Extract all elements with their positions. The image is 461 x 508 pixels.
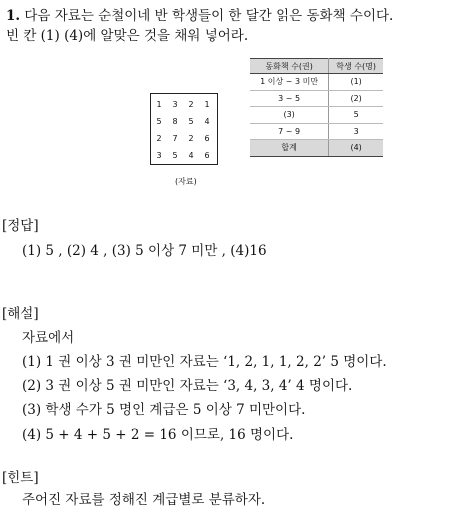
grid-cell: 2: [156, 134, 162, 143]
column-header: 동화책 수(권): [250, 59, 329, 74]
raw-data-caption: (자료): [175, 177, 197, 186]
explanation-line-1: (1) 1 권 이상 3 권 미만인 자료는 ‘1, 2, 1, 1, 2, 2’ 5 명이다.: [22, 354, 387, 370]
table-row: [250, 90, 383, 107]
frequency-cell: (1): [329, 74, 383, 91]
grid-row: [151, 147, 217, 164]
total-label-cell: 합계: [250, 140, 329, 157]
hint-heading: [힌트]: [2, 470, 39, 486]
question-line-1: [6, 4, 393, 24]
table-row: [250, 74, 383, 91]
grid-row: [151, 130, 217, 147]
grid-cell: 2: [188, 134, 194, 143]
explanation-line-4: (4) 5 + 4 + 5 + 2 = 16 이므로, 16 명이다.: [22, 427, 294, 443]
answer-heading: [정답]: [2, 218, 39, 234]
grid-row: [151, 113, 217, 130]
explanation-line-2: (2) 3 권 이상 5 권 미만인 자료는 ‘3, 4, 3, 4’ 4 명이다.: [22, 378, 353, 394]
question-line-2: 빈 칸 (1) (4)에 알맞은 것을 채워 넣어라.: [6, 28, 249, 44]
grid-cell: 5: [172, 151, 178, 160]
grid-cell: 1: [156, 100, 162, 109]
total-value-cell: (4): [329, 140, 383, 157]
question-number: 1.: [6, 8, 21, 24]
grid-cell: 3: [172, 100, 178, 109]
grid-cell: 6: [204, 134, 210, 143]
grid-cell: 4: [188, 151, 194, 160]
grid-cell: 6: [204, 151, 210, 160]
explanation-line-3: (3) 학생 수가 5 명인 계급은 5 이상 7 미만이다.: [22, 402, 306, 418]
explanation-heading: [해설]: [2, 306, 39, 322]
table-total-row: [250, 140, 383, 157]
frequency-cell: 3: [329, 123, 383, 140]
frequency-cell: 5: [329, 107, 383, 124]
grid-cell: 3: [156, 151, 162, 160]
grid-cell: 1: [204, 100, 210, 109]
table-row: [250, 123, 383, 140]
grid-cell: 7: [172, 134, 178, 143]
grid-row: [151, 96, 217, 113]
raw-data-grid: [150, 93, 218, 165]
class-interval-cell: 3 ~ 5: [250, 90, 329, 107]
table-row: [250, 107, 383, 124]
explanation-intro: 자료에서: [22, 330, 75, 346]
grid-cell: 4: [204, 117, 210, 126]
question-text-1: 다음 자료는 순철이네 반 학생들이 한 달간 읽은 동화책 수이다.: [24, 8, 394, 24]
grid-cell: 2: [188, 100, 194, 109]
class-interval-cell: 1 이상 ~ 3 미만: [250, 74, 329, 91]
hint-text: 주어진 자료를 정해진 계급별로 분류하자.: [22, 492, 266, 508]
class-interval-cell: 7 ~ 9: [250, 123, 329, 140]
table-header-row: [250, 59, 383, 74]
grid-cell: 8: [172, 117, 178, 126]
class-interval-cell: (3): [250, 107, 329, 124]
frequency-cell: (2): [329, 90, 383, 107]
column-header: 학생 수(명): [329, 59, 383, 74]
grid-cell: 5: [188, 117, 194, 126]
frequency-table: [250, 58, 383, 157]
answer-text: (1) 5 , (2) 4 , (3) 5 이상 7 미만 , (4)16: [22, 243, 267, 259]
grid-cell: 5: [156, 117, 162, 126]
